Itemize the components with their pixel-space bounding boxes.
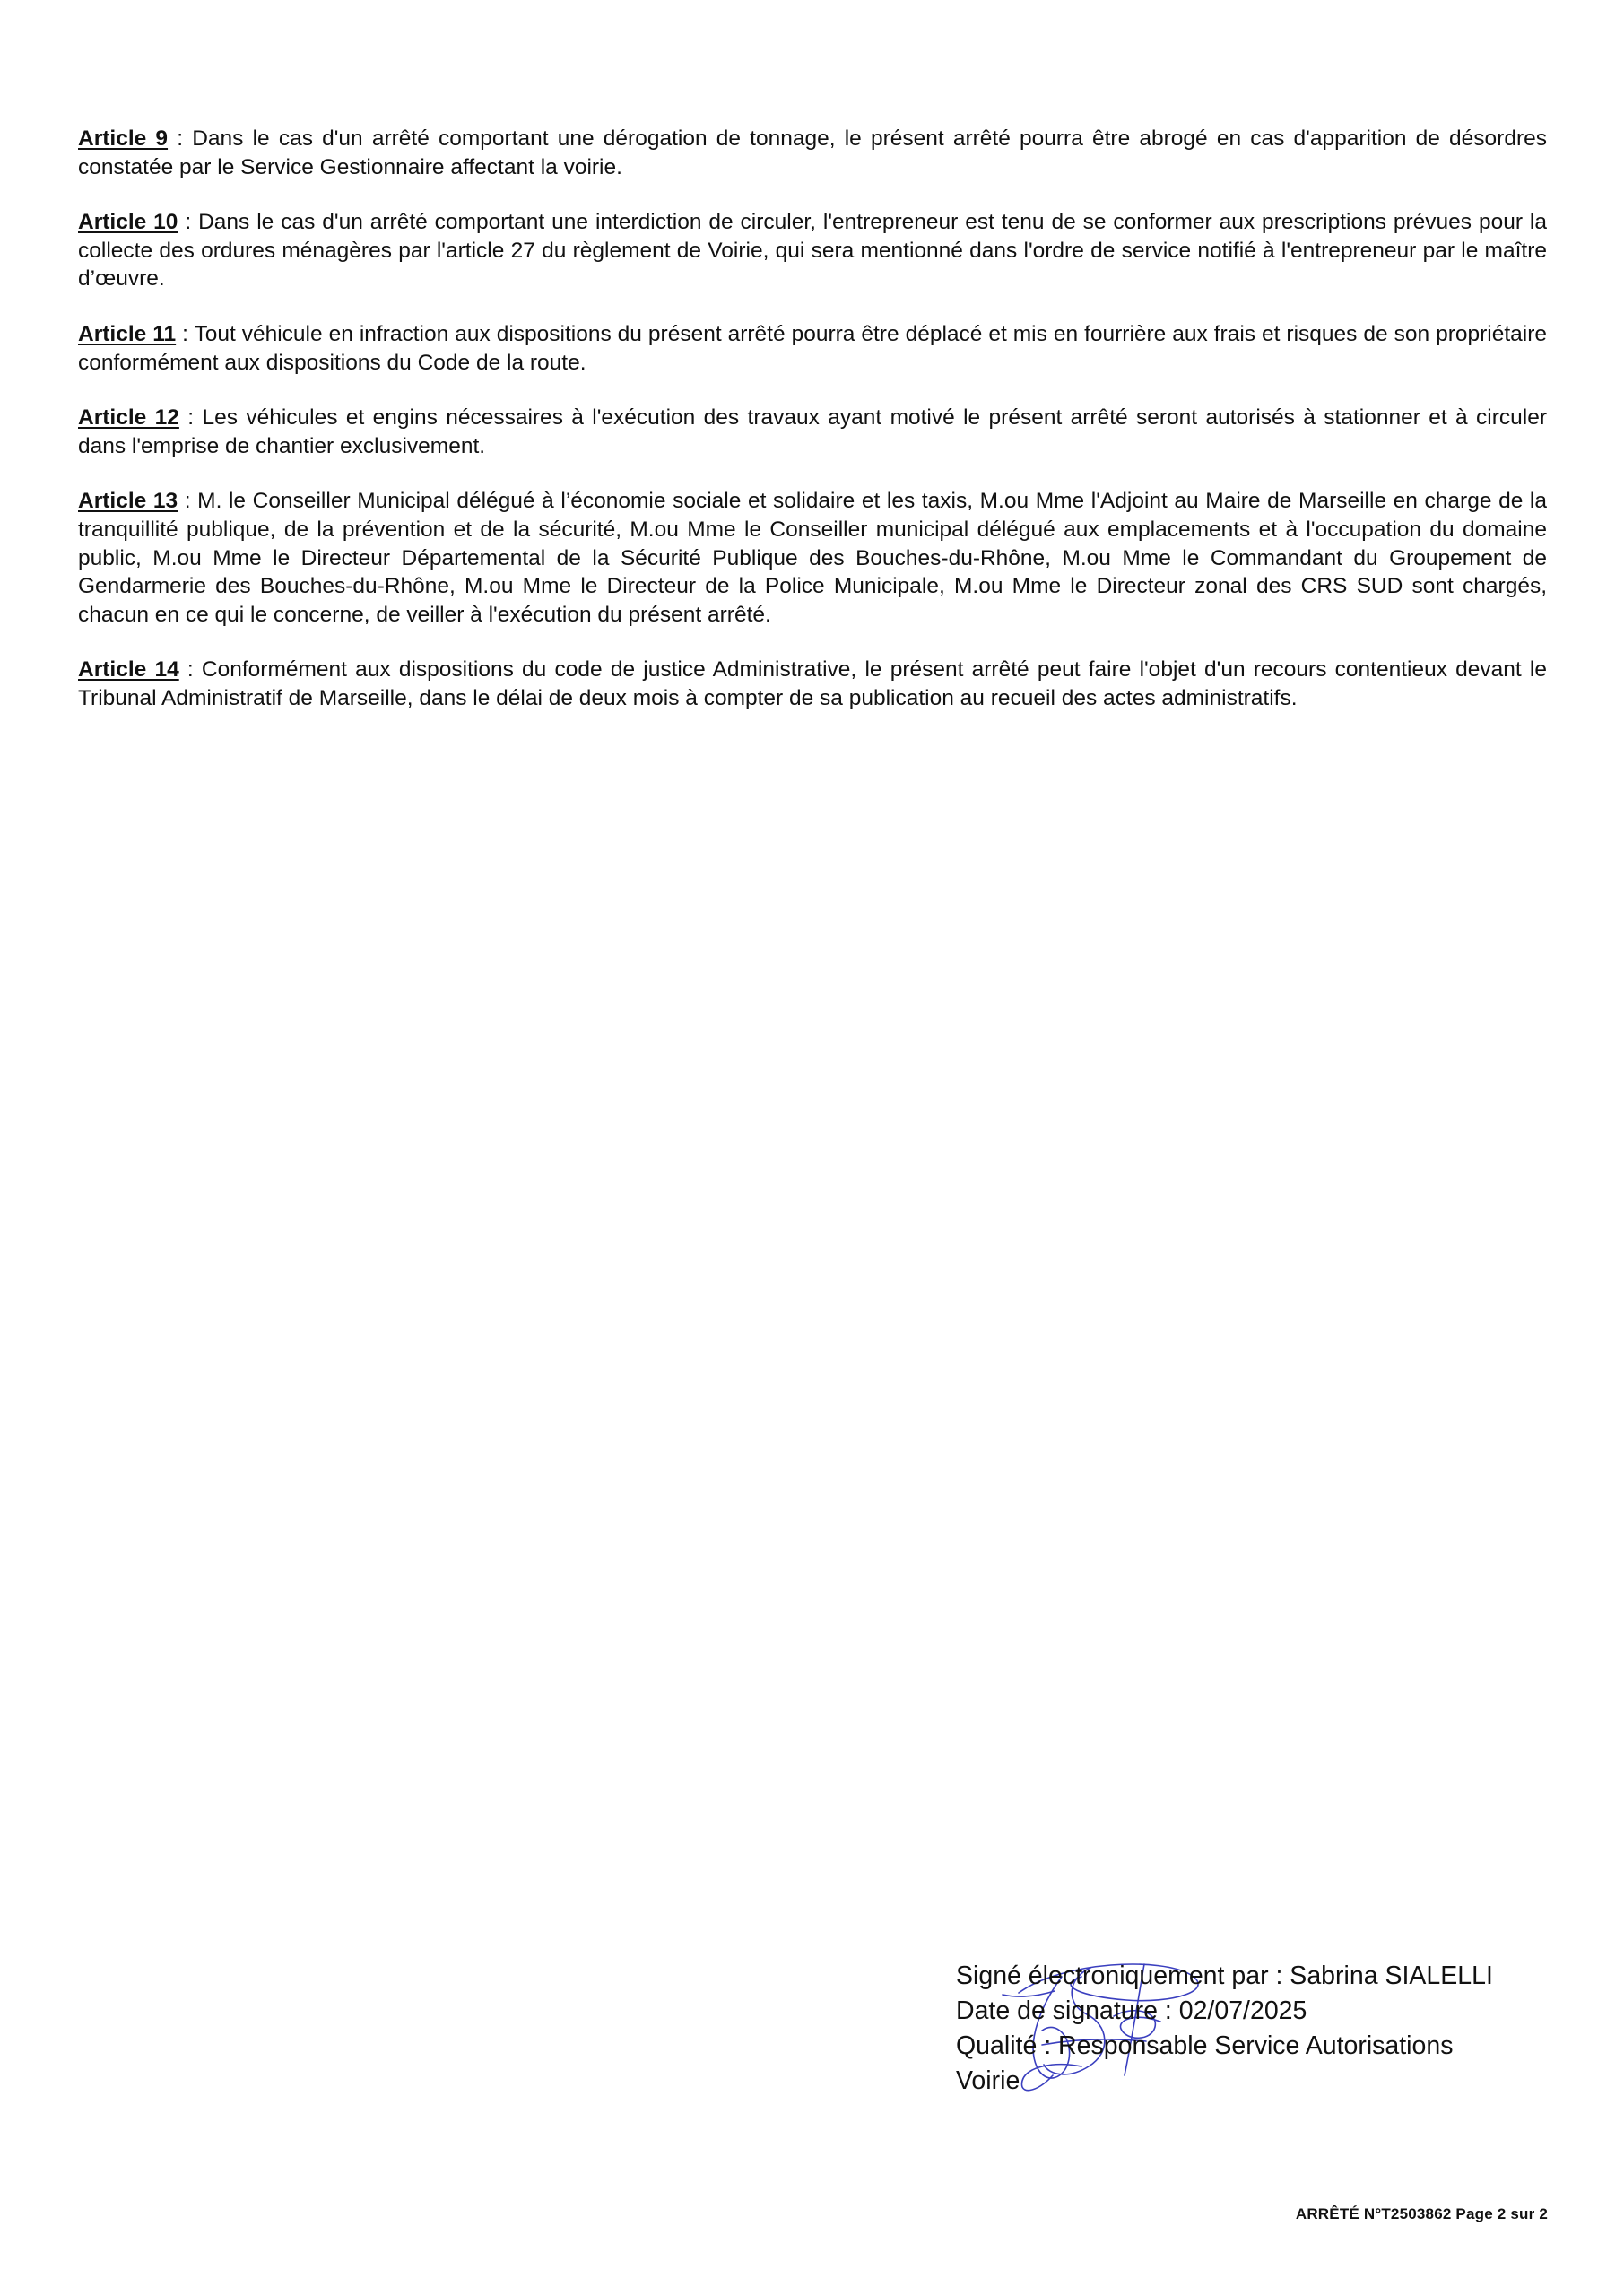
article-text: : Conformément aux dispositions du code de justice Administrative, le présent arrêté peut faire l'objet d'un recours contentieux devant le Tribunal Administratif de Marseille, dans le délai de deux mois à compter de sa publication au recueil des actes administratifs.	[78, 657, 1547, 710]
article-text: : Les véhicules et engins nécessaires à l'exécution des travaux ayant motivé le présent arrêté seront autorisés à stationner et à circuler dans l'emprise de chantier exclusivement.	[78, 405, 1548, 458]
page-reference-footer: ARRÊTÉ N°T2503862 Page 2 sur 2	[1295, 2205, 1548, 2222]
article-title: Article 9	[78, 126, 169, 151]
article-9	[78, 125, 1547, 181]
signature-date-line: Date de signature : 02/07/2025	[956, 1996, 1307, 2025]
article-title: Article 10	[78, 210, 178, 235]
articles-section	[78, 125, 1547, 740]
article-text: : M. le Conseiller Municipal délégué à l’économie sociale et solidaire et les taxis, M.ou Mme l'Adjoint au Maire de Marseille en charge de la tranquillité publique, de la prévention et de la sécurité, M.ou Mme le Conseiller municipal délégué aux emplacements et à l'occupation du domaine public, M.ou Mme le Directeur Départemental de la Sécurité Publique des Bouches-du-Rhône, M.ou Mme le Commandant du Groupement de Gendarmerie des Bouches-du-Rhône, M.ou Mme le Directeur de la Police Municipale, M.ou Mme le Directeur zonal des CRS SUD sont chargés, chacun en ce qui le concerne, de veiller à l'exécution du présent arrêté.	[78, 489, 1548, 627]
article-10	[78, 208, 1547, 293]
article-text: : Tout véhicule en infraction aux dispositions du présent arrêté pourra être déplacé et mis en fourrière aux frais et risques de son propriétaire conformément aux dispositions du Code de la route.	[78, 321, 1548, 375]
article-text: : Dans le cas d'un arrêté comportant une interdiction de circuler, l'entrepreneur est tenu de se conformer aux prescriptions prévues pour la collecte des ordures ménagères par l'article 27 du règlement de Voirie, qui sera mentionné dans l'ordre de service notifié à l'entrepreneur par le maître d’œuvre.	[78, 210, 1547, 291]
article-title: Article 14	[78, 657, 179, 683]
signer-quality-line: Qualité : Responsable Service Autorisations	[956, 2031, 1454, 2060]
article-13	[78, 487, 1547, 629]
article-title: Article 12	[78, 405, 179, 430]
article-14	[78, 656, 1547, 712]
signed-by-line: Signé électroniquement par : Sabrina SIALELLI	[956, 1961, 1493, 1990]
article-title: Article 11	[78, 321, 177, 346]
article-11	[78, 320, 1547, 377]
signer-quality-line-continued: Voirie	[956, 2066, 1020, 2095]
article-12	[78, 404, 1547, 460]
article-title: Article 13	[78, 489, 178, 514]
article-text: : Dans le cas d'un arrêté comportant une dérogation de tonnage, le présent arrêté pourra être abrogé en cas d'apparition de désordres constatée par le Service Gestionnaire affectant la voirie.	[78, 126, 1548, 179]
electronic-signature-block	[956, 1959, 1584, 2102]
